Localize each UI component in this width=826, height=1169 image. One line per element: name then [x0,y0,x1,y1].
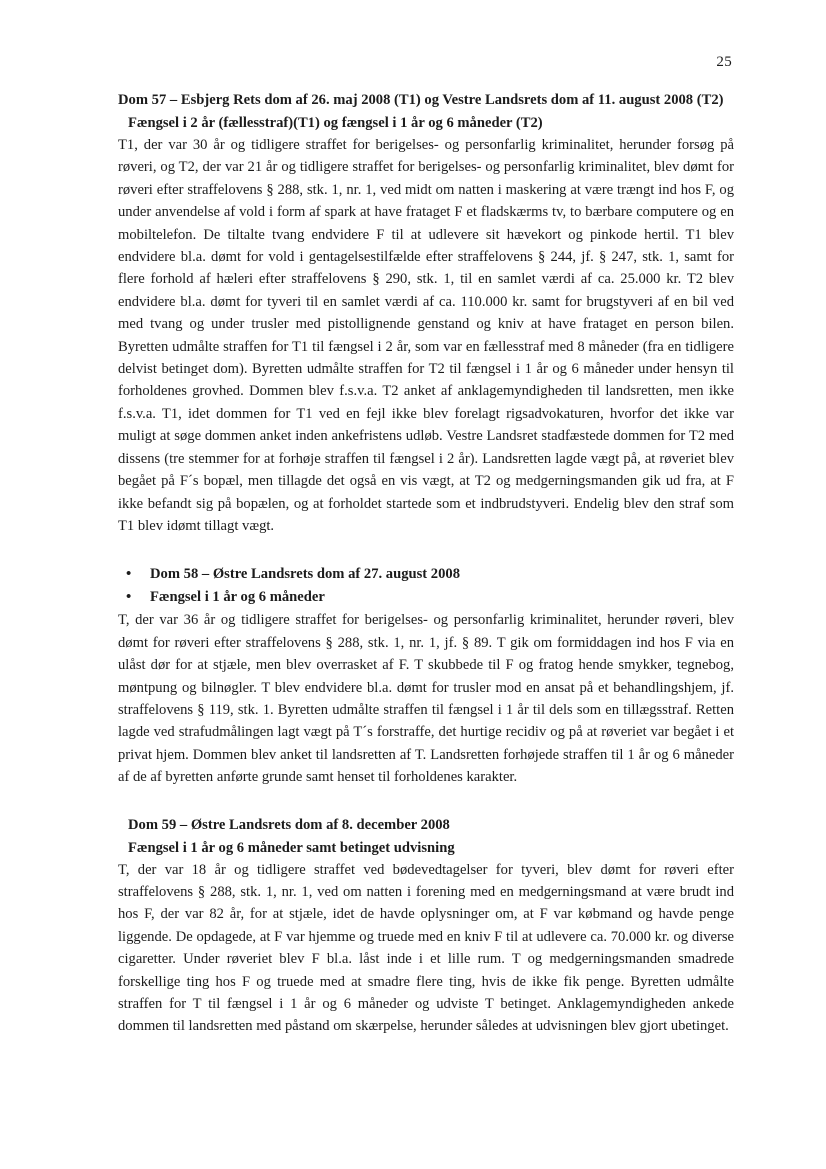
page-number: 25 [716,54,732,70]
page-content [118,90,734,1038]
section-title: Dom 57 – Esbjerg Rets dom af 26. maj 2008 (T1) og Vestre Landsrets dom af 11. august 2008 (T2) [118,92,724,108]
section-dom-57 [118,90,734,537]
section-body: T, der var 18 år og tidligere straffet ved bødevedtagelser for tyveri, blev dømt for røveri efter straffelovens § 288, stk. 1, nr. 1, ved om natten i forening med en medgerningsmand at være brudt ind hos F, der var 82 år, for at stjæle, idet de havde oplysninger om, at F var købmand og havde penge liggende. De opdagede, at F var hjemme og truede med en kniv F til at udlevere ca. 70.000 kr. og diverse cigaretter. Under røveriet blev F bl.a. låst inde i et lille rum. T og medgerningsmanden smadrede forskellige ting hos F og truede med at smadre flere ting, hvis de ikke fik penge. Byretten udmålte straffen for T til fængsel i 1 år og 6 måneder og udviste T betinget. Anklagemyndigheden ankede dommen til landsretten med påstand om skærpelse, herunder således at udvisningen blev gjort ubetinget. [118,861,734,1035]
bullet-list [118,563,734,609]
section-body: T1, der var 30 år og tidligere straffet for berigelses- og personfarlig kriminalitet, herunder forsøg på røveri, og T2, der var 21 år og tidligere straffet for berigelses- og personfarlig kriminalitet, blev dømt for røveri efter straffelovens § 288, stk. 1, nr. 1, ved midt om natten i maskering at være trængt ind hos F, og under anvendelse af vold i form af spark at have frataget F et fladskærms tv, to bærbare computere og en mobiltelefon. De tiltalte tvang endvidere F til at udlevere sit hævekort og pinkode hertil. T1 blev endvidere bl.a. dømt for vold i gentagelsestilfælde efter straffelovens § 244, jf. § 247, stk. 1, samt for flere forhold af hæleri efter straffelovens § 290, stk. 1, til en samlet værdi af ca. 25.000 kr. T2 blev endvidere bl.a. dømt for tyveri til en samlet værdi af ca. 110.000 kr. samt for brugstyveri af en bil ved med tvang og under trusler med pistollignende genstand og kniv at have frataget en person bilen. Byretten udmålte straffen for T1 til fængsel i 2 år, som var en fællesstraf med 8 måneder (fra en tidligere delvist betinget dom). Byretten udmålte straffen for T2 til fængsel i 1 år og 6 måneder under hensyn til forholdenes grovhed. Dommen blev f.s.v.a. T2 anket af anklagemyndigheden til landsretten, men ikke f.s.v.a. T1, idet dommen for T1 ved en fejl ikke blev forelagt rigsadvokaturen, hvorfor det ikke var muligt at søge dommen anket inden ankefristens udløb. Vestre Landsret stadfæstede dommen for T2 med dissens (tre stemmer for at forhøje straffen til fængsel i 2 år). Landsretten lagde vægt på, at røveriet blev begået på F´s bopæl, men tillagde det også en vis vægt, at T2 og medgerningsmanden gik ud fra, at F ikke befandt sig på bopælen, og at forholdet startede som et indbrudstyveri. Endelig blev den straf som T1 blev idømt tillagt vægt. [118,137,734,534]
bullet-subtitle: • Fængsel i 1 år og 6 måneder [118,586,734,609]
section-dom-59 [118,815,734,1038]
section-title: Dom 59 – Østre Landsrets dom af 8. december 2008 [128,816,450,833]
section-subtitle: Fængsel i 1 år og 6 måneder samt betinget udvisning [128,839,455,856]
section-dom-58 [118,563,734,788]
bullet-title: • Dom 58 – Østre Landsrets dom af 27. august 2008 [118,563,734,586]
section-subtitle: Fængsel i 2 år (fællesstraf)(T1) og fængsel i 1 år og 6 måneder (T2) [128,115,543,131]
section-body: T, der var 36 år og tidligere straffet for berigelses- og personfarlig kriminalitet, herunder røveri, blev dømt for røveri efter straffelovens § 288, stk. 1, nr. 1, jf. § 89. T gik om formiddagen ind hos F via en ulåst dør for at stjæle, men blev overrasket af F. T skubbede til F og fratog hende smykker, tegnebog, møntpung og bilnøgler. T blev endvidere bl.a. dømt for trusler mod en ansat på et behandlingshjem, jf. straffelovens § 119, stk. 1. Byretten udmålte straffen til fængsel i 1 år til dels som en tillægsstraf. Retten lagde ved strafudmålingen lagt vægt på T´s forstraffe, det hurtige recidiv og på at røveriet var begået i et privat hjem. Dommen blev anket til landsretten af T. Landsretten forhøjede straffen til 1 år og 6 måneder af de af byretten anførte grunde samt henset til forholdenes karakter. [118,612,734,786]
